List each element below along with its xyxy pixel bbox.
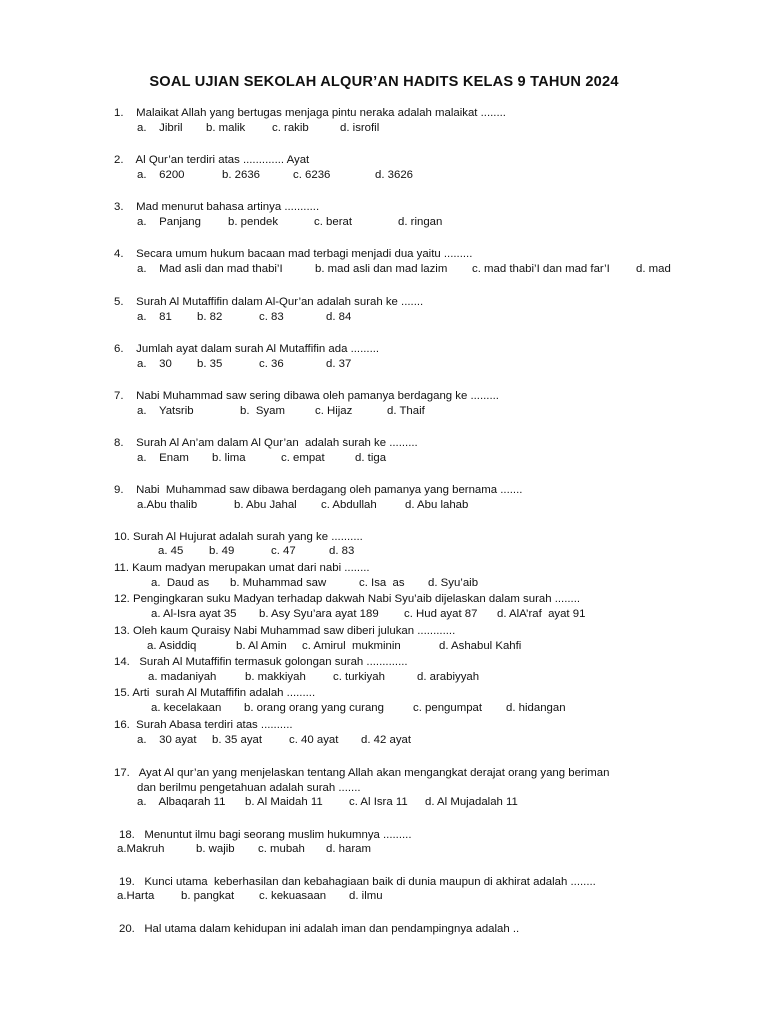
q19-option-b: b. pangkat	[181, 890, 235, 902]
q5-option-b: b. 82	[197, 311, 223, 323]
q9-option-c: c. Abdullah	[321, 499, 377, 511]
q7-option-d: d. Thaif	[387, 405, 425, 417]
q10-option-a: a. 45	[158, 545, 184, 557]
question-18: 18. Menuntut ilmu bagi seorang muslim hukumnya .........	[119, 829, 412, 841]
exam-title: SOAL UJIAN SEKOLAH ALQUR’AN HADITS KELAS 9 TAHUN 2024	[149, 74, 619, 90]
q11-option-a: a. Daud as	[151, 577, 210, 589]
question-10: 10. Surah Al Hujurat adalah surah yang ke ..........	[114, 531, 363, 543]
q14-option-c: c. turkiyah	[333, 671, 385, 683]
q8-option-d: d. tiga	[355, 452, 387, 464]
q16-option-d: d. 42 ayat	[361, 734, 412, 746]
q8-option-b: b. lima	[212, 452, 246, 464]
question-13: 13. Oleh kaum Quraisy Nabi Muhammad saw diberi julukan ............	[114, 625, 456, 637]
question-8: 8. Surah Al An’am dalam Al Qur’an adalah surah ke .........	[114, 437, 418, 449]
q5-option-a: a. 81	[137, 311, 172, 323]
q9-option-d: d. Abu lahab	[405, 499, 469, 511]
q7-option-c: c. Hijaz	[315, 405, 353, 417]
question-12: 12. Pengingkaran suku Madyan terhadap dakwah Nabi Syu’aib dijelaskan dalam surah ........	[114, 593, 581, 605]
q7-option-b: b. Syam	[240, 405, 285, 417]
q17-option-c: c. Al Isra 11	[349, 796, 408, 808]
q18-option-b: b. wajib	[196, 843, 235, 855]
q5-option-c: c. 83	[259, 311, 284, 323]
question-2: 2. Al Qur’an terdiri atas ............. Ayat	[114, 154, 310, 166]
q3-option-c: c. berat	[314, 216, 352, 228]
question-19: 19. Kunci utama keberhasilan dan kebahagiaan baik di dunia maupun di akhirat adalah ........	[119, 876, 596, 888]
q10-option-b: b. 49	[209, 545, 235, 557]
q9-option-b: b. Abu Jahal	[234, 499, 297, 511]
question-16: 16. Surah Abasa terdiri atas ..........	[114, 719, 293, 731]
question-7: 7. Nabi Muhammad saw sering dibawa oleh pamanya berdagang ke .........	[114, 390, 499, 402]
q18-option-c: c. mubah	[258, 843, 305, 855]
question-5: 5. Surah Al Mutaffifin dalam Al-Qur’an adalah surah ke .......	[114, 296, 424, 308]
q10-option-c: c. 47	[271, 545, 296, 557]
q2-option-b: b. 2636	[222, 169, 261, 181]
q6-option-d: d. 37	[326, 358, 352, 370]
q7-option-a: a. Yatsrib	[137, 405, 194, 417]
q15-option-b: b. orang orang yang curang	[244, 702, 384, 714]
q1-option-b: b. malik	[206, 122, 246, 134]
q12-option-c: c. Hud ayat 87	[404, 608, 478, 620]
q9-option-a: a.Abu thalib	[137, 499, 198, 511]
q11-option-d: d. Syu’aib	[428, 577, 479, 589]
q16-option-a: a. 30 ayat	[137, 734, 197, 746]
q10-option-d: d. 83	[329, 545, 355, 557]
question-1: 1. Malaikat Allah yang bertugas menjaga pintu neraka adalah malaikat ........	[114, 107, 506, 119]
q14-option-a: a. madaniyah	[148, 671, 217, 683]
question-6: 6. Jumlah ayat dalam surah Al Mutaffifin ada .........	[114, 343, 380, 355]
q4-option-b: b. mad asli dan mad lazim	[315, 263, 448, 275]
question-17-continued: dan berilmu pengetahuan adalah surah .......	[137, 782, 361, 794]
q13-option-d: d. Ashabul Kahfi	[439, 640, 522, 652]
q4-option-a: a. Mad asli dan mad thabi’I	[137, 263, 283, 275]
q19-option-c: c. kekuasaan	[259, 890, 327, 902]
question-4: 4. Secara umum hukum bacaan mad terbagi menjadi dua yaitu .........	[114, 248, 473, 260]
q1-option-a: a. Jibril	[137, 122, 183, 134]
q16-option-b: b. 35 ayat	[212, 734, 263, 746]
q1-option-d: d. isrofil	[340, 122, 380, 134]
q13-option-b: b. Al Amin	[236, 640, 287, 652]
q13-option-a: a. Asiddiq	[147, 640, 197, 652]
q18-option-d: d. haram	[326, 843, 371, 855]
q1-option-c: c. rakib	[272, 122, 309, 134]
q15-option-c: c. pengumpat	[413, 702, 483, 714]
q12-option-d: d. AlA’raf ayat 91	[497, 608, 586, 620]
q3-option-b: b. pendek	[228, 216, 279, 228]
q2-option-c: c. 6236	[293, 169, 331, 181]
q14-option-d: d. arabiyyah	[417, 671, 480, 683]
q2-option-d: d. 3626	[375, 169, 414, 181]
q14-option-b: b. makkiyah	[245, 671, 306, 683]
q12-option-a: a. Al-Isra ayat 35	[151, 608, 237, 620]
q6-option-b: b. 35	[197, 358, 223, 370]
q3-option-d: d. ringan	[398, 216, 443, 228]
q17-option-b: b. Al Maidah 11	[245, 796, 323, 808]
q8-option-a: a. Enam	[137, 452, 189, 464]
question-15: 15. Arti surah Al Mutaffifin adalah .........	[114, 687, 316, 699]
q13-option-c: c. Amirul mukminin	[302, 640, 401, 652]
q2-option-a: a. 6200	[137, 169, 185, 181]
q11-option-b: b. Muhammad saw	[230, 577, 327, 589]
q3-option-a: a. Panjang	[137, 216, 201, 228]
q16-option-c: c. 40 ayat	[289, 734, 339, 746]
q18-option-a: a.Makruh	[117, 843, 165, 855]
q4-option-d: d. mad	[636, 263, 671, 275]
question-11: 11. Kaum madyan merupakan umat dari nabi ........	[114, 562, 370, 574]
question-17: 17. Ayat Al qur’an yang menjelaskan tentang Allah akan mengangkat derajat orang yang beriman	[114, 767, 610, 779]
q17-option-a: a. Albaqarah 11	[137, 796, 226, 808]
q15-option-a: a. kecelakaan	[151, 702, 222, 714]
q17-option-d: d. Al Mujadalah 11	[425, 796, 518, 808]
q11-option-c: c. Isa as	[359, 577, 405, 589]
q4-option-c: c. mad thabi’I dan mad far’I	[472, 263, 610, 275]
question-9: 9. Nabi Muhammad saw dibawa berdagang oleh pamanya yang bernama .......	[114, 484, 523, 496]
question-14: 14. Surah Al Mutaffifin termasuk golongan surah .............	[114, 656, 408, 668]
q15-option-d: d. hidangan	[506, 702, 566, 714]
question-20: 20. Hal utama dalam kehidupan ini adalah iman dan pendampingnya adalah ..	[119, 923, 520, 935]
q6-option-c: c. 36	[259, 358, 284, 370]
q5-option-d: d. 84	[326, 311, 352, 323]
q19-option-a: a.Harta	[117, 890, 155, 902]
q19-option-d: d. ilmu	[349, 890, 383, 902]
q12-option-b: b. Asy Syu’ara ayat 189	[259, 608, 379, 620]
q8-option-c: c. empat	[281, 452, 325, 464]
q6-option-a: a. 30	[137, 358, 172, 370]
question-3: 3. Mad menurut bahasa artinya ...........	[114, 201, 320, 213]
